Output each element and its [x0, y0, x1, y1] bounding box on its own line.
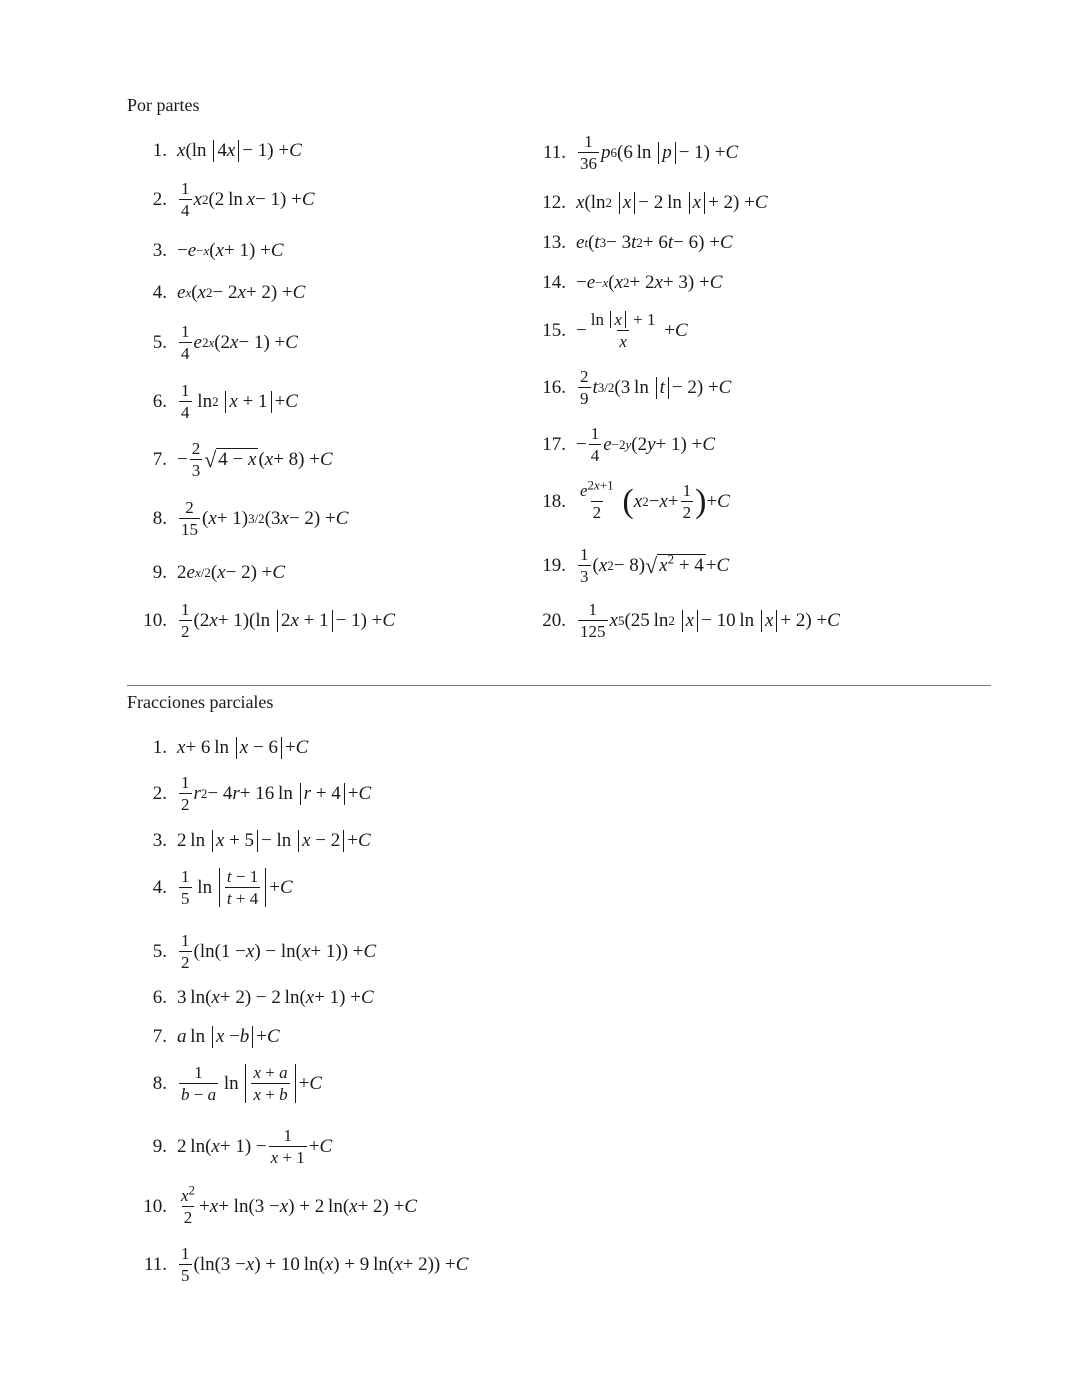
item-expression: − e −x ( x 2 + 2 x + 3) + C: [576, 272, 723, 293]
list-item: [127, 180, 315, 219]
item-expression: $\frac{e^{2x+1}}{2}$ ( x 2 − x + $\frac{1}{2}$ ) + C: [580, 477, 730, 522]
item-expression: 2 ln x + 5 − ln x − 2 + C: [177, 830, 371, 851]
item-expression: e t ( t 3 − 3 t 2 + 6 t − 6) + C: [576, 232, 733, 253]
item-number: 6.: [152, 987, 167, 1008]
list-item: [127, 282, 305, 304]
item-number: 2.: [152, 782, 167, 804]
list-item: [530, 601, 840, 640]
sqrt-symbol: √ 4 − x: [204, 446, 257, 472]
list-item: [127, 737, 308, 759]
list-item: [530, 232, 733, 254]
item-expression: $\frac{1}{2}$ (ln(1 − x ) − ln( x + 1)) + C: [181, 931, 377, 972]
item-expression: $\frac{1}{125}$ x 5 (25 ln 2 x − 10 ln x + 2) + C: [580, 600, 840, 641]
item-number: 9.: [152, 1135, 167, 1157]
item-number: 17.: [542, 433, 566, 455]
item-number: 15.: [542, 319, 566, 341]
list-item: [127, 240, 284, 262]
item-number: 13.: [542, 232, 566, 253]
item-number: 18.: [542, 490, 566, 512]
item-number: 5.: [152, 940, 167, 962]
list-item: [127, 440, 333, 479]
item-expression: e x ( x 2 − 2 x + 2) + C: [177, 282, 306, 303]
list-item: [127, 1182, 418, 1227]
section-title-fracciones-parciales: Fracciones parciales: [127, 692, 274, 712]
list-item: [127, 1064, 322, 1103]
item-expression: 2 ln( x + 1) − $\frac{1}{x + 1}$ + C: [177, 1126, 333, 1167]
item-expression: $\frac{1}{b - a}$ ln $\frac{x + a}{x + b}$ + C: [181, 1063, 323, 1104]
item-expression: x + 6 ln x − 6 + C: [177, 737, 309, 758]
list-item: [530, 133, 738, 172]
item-number: 11.: [542, 141, 566, 163]
list-item: [127, 601, 395, 640]
list-item: [530, 368, 731, 407]
list-item: [127, 382, 298, 421]
item-number: 3.: [152, 830, 167, 851]
list-item: [127, 140, 302, 162]
list-item: [127, 1245, 468, 1284]
item-expression: x (ln 2 x − 2 ln x + 2) + C: [576, 192, 768, 213]
list-item: [127, 562, 285, 584]
item-expression: − e −x ( x + 1) + C: [177, 240, 284, 261]
sqrt-symbol: √ $x^2 + 4$: [645, 551, 704, 578]
item-expression: $\frac{1}{5}$ ln $\frac{t - 1}{t + 4}$ + C: [181, 867, 293, 908]
list-item: [127, 830, 371, 852]
list-item: [127, 932, 376, 971]
list-item: [530, 546, 729, 585]
item-expression: $\frac{2}{9}$ t 3/2 (3 ln t − 2) + C: [580, 367, 732, 408]
list-item: [127, 774, 371, 813]
list-item: [127, 987, 374, 1009]
item-number: 9.: [152, 562, 167, 583]
item-expression: − $\frac{1}{4}$ e −2y (2 y + 1) + C: [576, 424, 715, 465]
item-expression: − $\frac{2}{3}$ √ 4 − x ( x + 8) + C: [177, 439, 333, 480]
section-title-por-partes: Por partes: [127, 95, 200, 115]
item-expression: $\frac{1}{2}$ r 2 − 4 r + 16 ln r + 4 + C: [181, 773, 372, 814]
item-expression: 2 e x/2 ( x − 2) + C: [177, 562, 286, 583]
item-expression: − ln x + 1 x + C: [576, 310, 688, 351]
list-item: [127, 1026, 280, 1048]
item-number: 7.: [152, 1026, 167, 1047]
list-item: [127, 323, 298, 362]
item-expression: $\frac{x^2}{2}$ + x + ln(3 − x ) + 2 ln( x + 2) + C: [181, 1182, 418, 1227]
item-expression: $\frac{1}{5}$ (ln(3 − x ) + 10 ln( x ) + 9 ln( x + 2)) + C: [181, 1244, 469, 1285]
item-expression: $\frac{1}{36}$ p 6 (6 ln p − 1) + C: [580, 132, 739, 173]
item-number: 19.: [542, 554, 566, 576]
item-number: 4.: [152, 876, 167, 898]
item-number: 10.: [143, 1195, 167, 1217]
item-number: 4.: [152, 282, 167, 303]
item-expression: $\frac{1}{4}$ e 2x (2 x − 1) + C: [181, 322, 298, 363]
item-expression: x (ln 4 x − 1) + C: [177, 140, 302, 161]
item-number: 8.: [152, 1072, 167, 1094]
item-number: 14.: [542, 272, 566, 293]
item-expression: 3 ln( x + 2) − 2 ln( x + 1) + C: [177, 987, 374, 1008]
list-item: [127, 499, 348, 538]
item-expression: $\frac{1}{2}$ (2 x + 1)(ln 2 x + 1 − 1) + C: [181, 600, 396, 641]
item-number: 6.: [152, 390, 167, 412]
section-divider: [127, 685, 991, 686]
item-number: 20.: [542, 609, 566, 631]
item-number: 8.: [152, 507, 167, 529]
item-number: 12.: [542, 192, 566, 213]
item-expression: $\frac{1}{4}$ ln 2 x + 1 + C: [181, 381, 298, 422]
list-item: [530, 425, 715, 464]
item-number: 7.: [152, 448, 167, 470]
list-item: [530, 192, 768, 214]
list-item: [530, 311, 688, 350]
item-expression: $\frac{1}{3}$ ( x 2 − 8) √ $x^2 + 4$ + C: [580, 545, 730, 586]
item-number: 16.: [542, 376, 566, 398]
item-number: 10.: [143, 609, 167, 631]
item-expression: $\frac{1}{4}$ x 2 (2 ln x − 1) + C: [181, 179, 315, 220]
list-item: [530, 477, 730, 522]
item-number: 1.: [152, 737, 167, 758]
item-number: 5.: [152, 331, 167, 353]
item-number: 2.: [152, 188, 167, 210]
item-number: 3.: [152, 240, 167, 261]
item-expression: a ln x − b + C: [177, 1026, 280, 1047]
list-item: [127, 1127, 332, 1166]
item-expression: $\frac{2}{15}$ ( x + 1) 3/2 (3 x − 2) + C: [181, 498, 349, 539]
item-number: 11.: [143, 1253, 167, 1275]
list-item: [127, 868, 293, 907]
item-number: 1.: [152, 140, 167, 161]
list-item: [530, 272, 722, 294]
